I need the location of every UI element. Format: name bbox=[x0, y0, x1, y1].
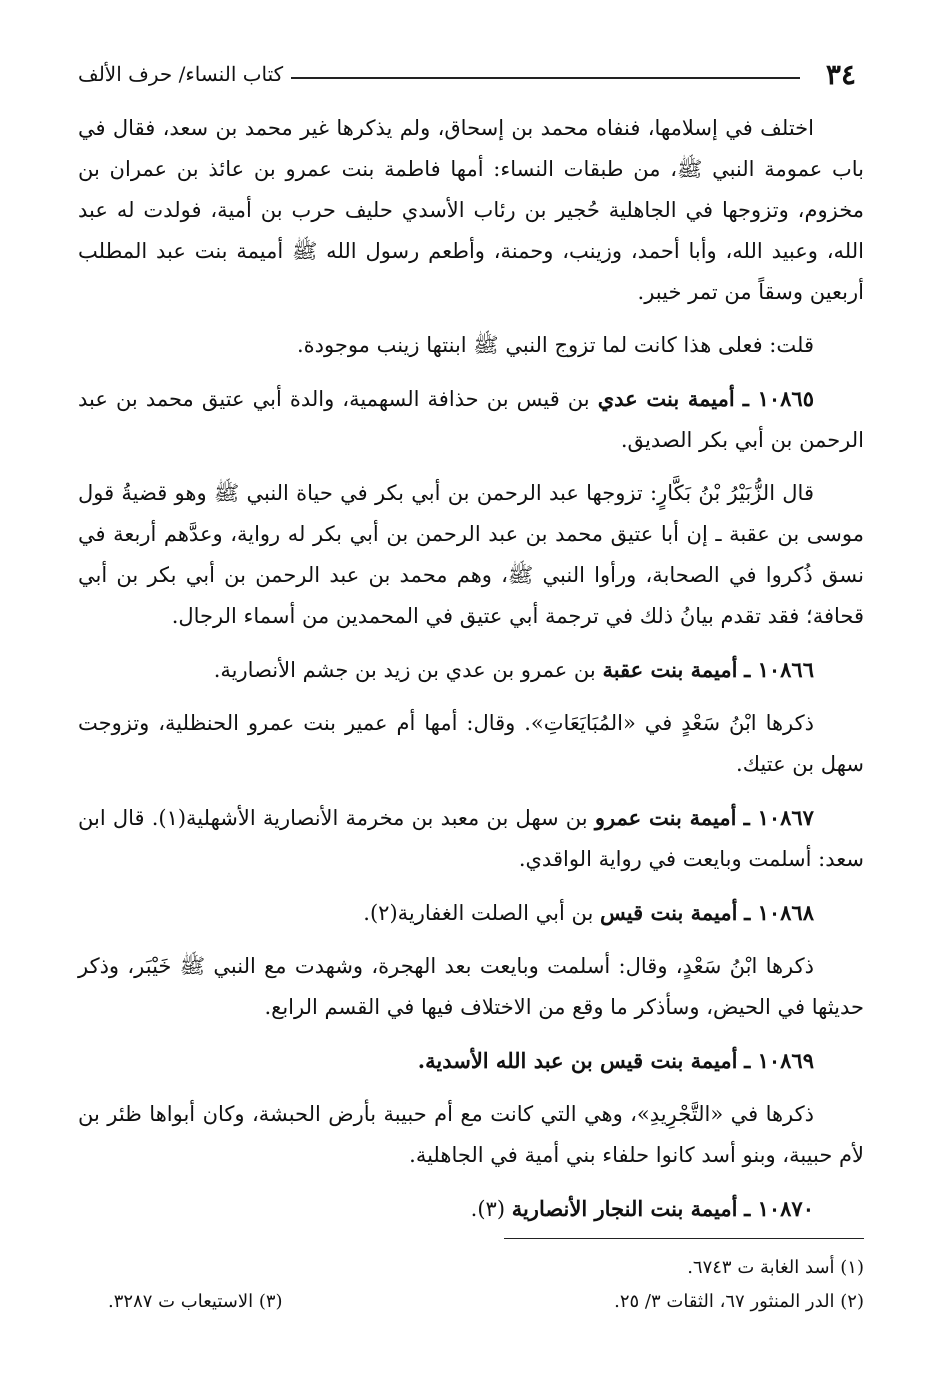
entry-name: أميمة بنت قيس بن عبد الله الأسدية. bbox=[417, 1048, 738, 1073]
entry-text: بن قيس بن حذافة السهمية، والدة أبي عتيق محمد بن عبد الرحمن بن أبي بكر الصديق. bbox=[78, 387, 864, 452]
entry-number: ١٠٨٦٨ ـ bbox=[744, 900, 814, 925]
entry-text: بن عمرو بن عدي بن زيد بن جشم الأنصارية. bbox=[213, 658, 596, 682]
entry-10870 bbox=[78, 1188, 864, 1230]
entry-10868 bbox=[78, 892, 864, 934]
page-body bbox=[78, 108, 864, 1242]
entry-number: ١٠٨٦٧ ـ bbox=[743, 805, 814, 830]
paragraph: ذكرها ابْنُ سَعْدٍ، وقال: أسلمت وبايعت بعد الهجرة، وشهدت مع النبي ﷺ خَيْبَر، وذكر حديثها في الحيض، وسأذكر ما وقع من الاختلاف فيها في القسم الرابع. bbox=[78, 954, 864, 1019]
header-rule bbox=[291, 77, 800, 79]
entry-10865 bbox=[78, 378, 864, 461]
entry-name: أميمة بنت عمرو bbox=[594, 805, 737, 830]
entry-name: أميمة بنت النجار الأنصارية bbox=[511, 1196, 738, 1221]
entry-number: ١٠٨٦٦ ـ bbox=[744, 657, 814, 682]
paragraph: اختلف في إسلامها، فنفاه محمد بن إسحاق، ولم يذكرها غير محمد بن سعد، فقال في باب عمومة النبي ﷺ، من طبقات النساء: أمها فاطمة بنت عمرو بن عائذ بن عمران بن مخزوم، وتزوجها في الجاهلية حُجير بن رئاب الأسدي حليف حرب بن أمية، فولدت له عبد الله، وعبيد الله، وأبا أحمد، وزينب، وحمنة، وأطعم رسول الله ﷺ أميمة بنت عبد المطلب أربعين وسقاً من تمر خيبر. bbox=[78, 116, 864, 304]
entry-number: ١٠٨٧٠ ـ bbox=[744, 1196, 814, 1221]
entry-text: (٣). bbox=[470, 1197, 506, 1221]
entry-name: أميمة بنت عقبة bbox=[602, 657, 738, 682]
paragraph: ذكرها في «التَّجْرِيدِ»، وهي التي كانت مع أم حبيبة بأرض الحبشة، وكان أبواها ظئر بن لأم حبيبة، وبنو أسد كانوا حلفاء بني أمية في الجاهلية. bbox=[78, 1102, 864, 1167]
entry-text: بن سهل بن معبد بن مخرمة الأنصارية الأشهلية(١). قال ابن سعد: أسلمت وبايعت في رواية الواقدي. bbox=[78, 806, 864, 871]
entry-10867 bbox=[78, 797, 864, 880]
entry-name: أميمة بنت قيس bbox=[600, 900, 738, 925]
page-number: ٣٤ bbox=[825, 57, 856, 91]
paragraph: قلت: فعلى هذا كانت لما تزوج النبي ﷺ ابنتها زينب موجودة. bbox=[296, 333, 814, 357]
entry-number: ١٠٨٦٩ ـ bbox=[744, 1048, 814, 1073]
footnote-1: (١) أسد الغابة ت ٦٧٤٣. bbox=[687, 1257, 864, 1278]
paragraph: ذكرها ابْنُ سَعْدٍ في «المُبَايَعَاتِ». وقال: أمها أم عمير بنت عمرو الحنظلية، وتزوجت سهل بن عتيك. bbox=[78, 711, 864, 776]
footnote-2: (٢) الدر المنثور ٦٧، الثقات ٣/ ٢٥. bbox=[614, 1291, 864, 1312]
footnote-row bbox=[78, 1285, 864, 1319]
entry-text: بن أبي الصلت الغفارية(٢). bbox=[363, 901, 594, 925]
footnote-row bbox=[78, 1251, 864, 1285]
footnote-3: (٣) الاستيعاب ت ٣٢٨٧. bbox=[108, 1291, 283, 1312]
footnote-rule bbox=[504, 1238, 864, 1239]
page-header bbox=[78, 54, 856, 94]
entry-number: ١٠٨٦٥ ـ bbox=[742, 386, 814, 411]
entry-10866 bbox=[78, 649, 864, 691]
entry-name: أميمة بنت عدي bbox=[597, 386, 735, 411]
running-title: كتاب النساء/ حرف الألف bbox=[78, 62, 284, 86]
footnotes bbox=[78, 1238, 864, 1319]
paragraph: قال الزُّبَيْرُ بْنُ بَكَّارٍ: تزوجها عبد الرحمن بن أبي بكر في حياة النبي ﷺ وهو قضيةُ قول موسى بن عقبة ـ إن أبا عتيق محمد بن عبد الرحمن بن أبي بكر له رواية، وعدَّهم أربعة في نسق ذُكروا في الصحابة، ورأوا النبي ﷺ، وهم محمد بن عبد الرحمن بن أبي بكر بن أبي قحافة؛ فقد تقدم بيانُ ذلك في ترجمة أبي عتيق في المحمدين من أسماء الرجال. bbox=[78, 481, 864, 628]
entry-10869 bbox=[78, 1040, 864, 1082]
